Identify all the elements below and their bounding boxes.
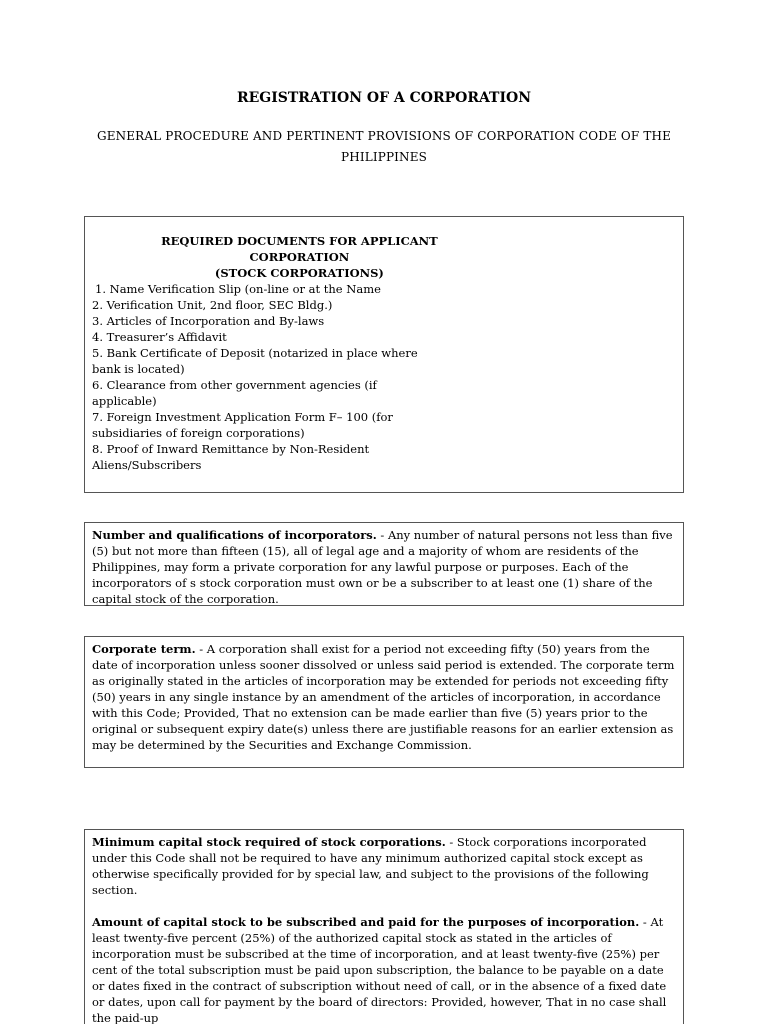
- required-docs-heading-2: CORPORATION: [249, 250, 350, 264]
- capital-subscribed-body: - At least twenty-five percent (25%) of the authorized capital stock as stated in the articles of incorporation must be subscribed at the time of incorporation, and at least twenty-five (25%) per cent of the total subscription must be paid upon subscription, the balance to be payable on a date or dates fixed in the contract of subscription without need of call, or in the absence of a fixed date or dates, upon call for payment by the board of directors: Provided, however, That in no case shall the paid-up: [92, 915, 667, 1024]
- corporate-term-heading: Corporate term.: [92, 642, 196, 656]
- list-item: 8. Proof of Inward Remittance by Non-Resident Aliens/Subscribers: [92, 442, 370, 472]
- min-capital-body: - Stock corporations incorporated under this Code shall not be required to have any minimum authorized capital stock except as otherwise specifically provided for by special law, and subject to the provisions of the following section.: [92, 835, 649, 897]
- capital-stock-box: [84, 829, 684, 1024]
- list-item: 1. Name Verification Slip (on-line or at the Name: [95, 282, 381, 296]
- required-docs-heading-3: (STOCK CORPORATIONS): [214, 266, 384, 280]
- list-item: 7. Foreign Investment Application Form F– 100 (for subsidiaries of foreign corporations): [92, 410, 393, 440]
- list-item: 2. Verification Unit, 2nd floor, SEC Bldg.): [92, 298, 333, 312]
- list-item: 6. Clearance from other government agencies (if applicable): [92, 378, 377, 408]
- incorporators-body: - Any number of natural persons not less than five (5) but not more than fifteen (15), all of legal age and a majority of whom are residents of the Philippines, may form a private corporation for any lawful purpose or purposes. Each of the incorporators of s stock corporation must own or be a subscriber to at least one (1) share of the capital stock of the corporation.: [92, 528, 673, 606]
- required-documents-box: [84, 216, 684, 493]
- page-title: REGISTRATION OF A CORPORATION: [236, 90, 532, 106]
- incorporators-heading: Number and qualifications of incorporators.: [92, 528, 377, 542]
- corporate-term-box: [84, 636, 684, 768]
- incorporators-box: [84, 522, 684, 606]
- corporate-term-body: - A corporation shall exist for a period not exceeding fifty (50) years from the date of incorporation unless sooner dissolved or unless said period is extended. The corporate term as originally stated in the articles of incorporation may be extended for periods not exceeding fifty (50) years in any single instance by an amendment of the articles of incorporation, in accordance with this Code; Provided, That no extension can be made earlier than five (5) years prior to the original or subsequent expiry date(s) unless there are justifiable reasons for an earlier extension as may be determined by the Securities and Exchange Commission.: [92, 642, 675, 752]
- page-subtitle: GENERAL PROCEDURE AND PERTINENT PROVISIONS OF CORPORATION CODE OF THE PHILIPPINES: [96, 129, 672, 164]
- capital-subscribed-paragraph: [92, 914, 676, 1024]
- paragraph-spacer: [92, 898, 676, 914]
- min-capital-heading: Minimum capital stock required of stock corporations.: [92, 835, 446, 849]
- list-item: 3. Articles of Incorporation and By-laws: [92, 314, 325, 328]
- list-item: 5. Bank Certificate of Deposit (notarized in place where bank is located): [92, 346, 418, 376]
- capital-subscribed-heading: Amount of capital stock to be subscribed and paid for the purposes of incorporation.: [92, 915, 640, 929]
- list-item: 4. Treasurer’s Affidavit: [92, 330, 227, 344]
- min-capital-paragraph: [92, 834, 676, 898]
- required-docs-heading-1: REQUIRED DOCUMENTS FOR APPLICANT: [161, 234, 438, 248]
